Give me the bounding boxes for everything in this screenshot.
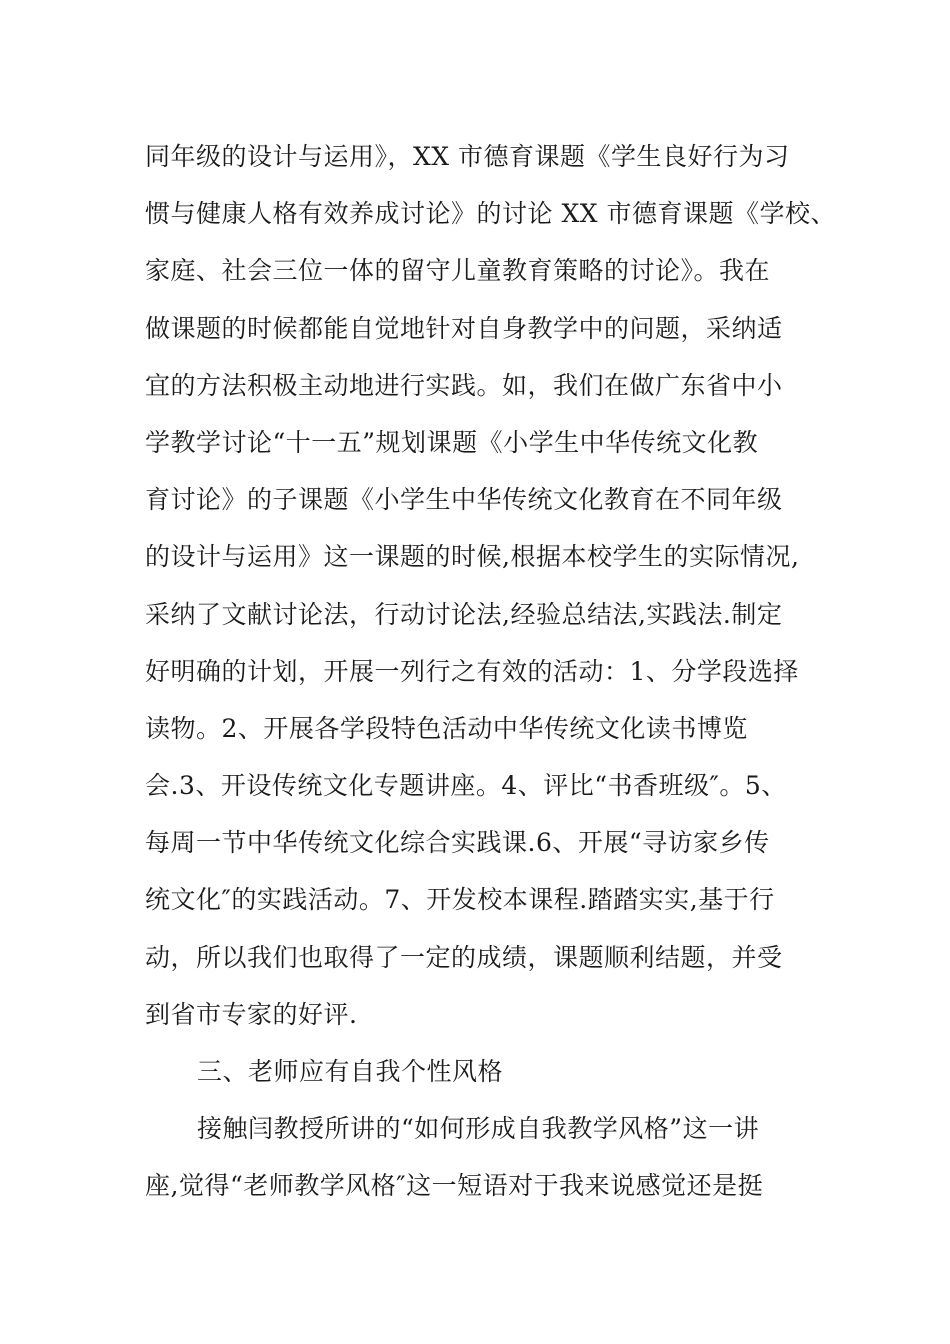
body-text-line: 同年级的设计与运用》，XX 市德育课题《学生良好行为习 [145,142,790,171]
body-text-line: 家庭、社会三位一体的留守儿童教育策略的讨论》。我在 [145,256,771,286]
body-text-line: 宜的方法积极主动地进行实践。如，我们在做广东省中小 [145,370,783,400]
body-text-line: 会.3、开设传统文化专题讲座。4、评比“书香班级″。5、 [145,771,787,801]
section-heading: 三、老师应有自我个性风格 [197,1057,504,1086]
body-text-line: 座,觉得“老师教学风格″这一短语对于我来说感觉还是挺 [145,1171,764,1201]
body-text-line: 到省市专家的好评. [145,999,358,1029]
body-text-line: 的设计与运用》这一课题的时候,根据本校学生的实际情况, [145,542,800,572]
body-text-line: 学教学讨论“十一五”规划课题《小学生中华传统文化教 [145,427,759,457]
body-text-line: 每周一节中华传统文化综合实践课.6、开展“寻访家乡传 [145,828,770,858]
body-text-line: 育讨论》的子课题《小学生中华传统文化教育在不同年级 [145,485,783,515]
body-text-line: 好明确的计划，开展一列行之有效的活动：1、分学段选择 [145,656,799,686]
body-text-line: 接触闫教授所讲的“如何形成自我教学风格”这一讲 [197,1114,760,1144]
body-text-line: 读物。2、开展各学段特色活动中华传统文化读书博览 [145,713,748,743]
body-text-line: 做课题的时候都能自觉地针对自身教学中的问题，采纳适 [145,313,783,343]
body-text-line: 动，所以我们也取得了一定的成绩，课题顺利结题，并受 [145,942,783,972]
body-text-line: 采纳了文献讨论法，行动讨论法,经验总结法,实践法.制定 [145,599,783,629]
body-text-line: 统文化″的实践活动。7、开发校本课程.踏踏实实,基于行 [145,885,775,915]
document-body [145,128,836,1215]
body-text-line: 惯与健康人格有效养成讨论》的讨论 XX 市德育课题《学校、 [145,199,836,229]
